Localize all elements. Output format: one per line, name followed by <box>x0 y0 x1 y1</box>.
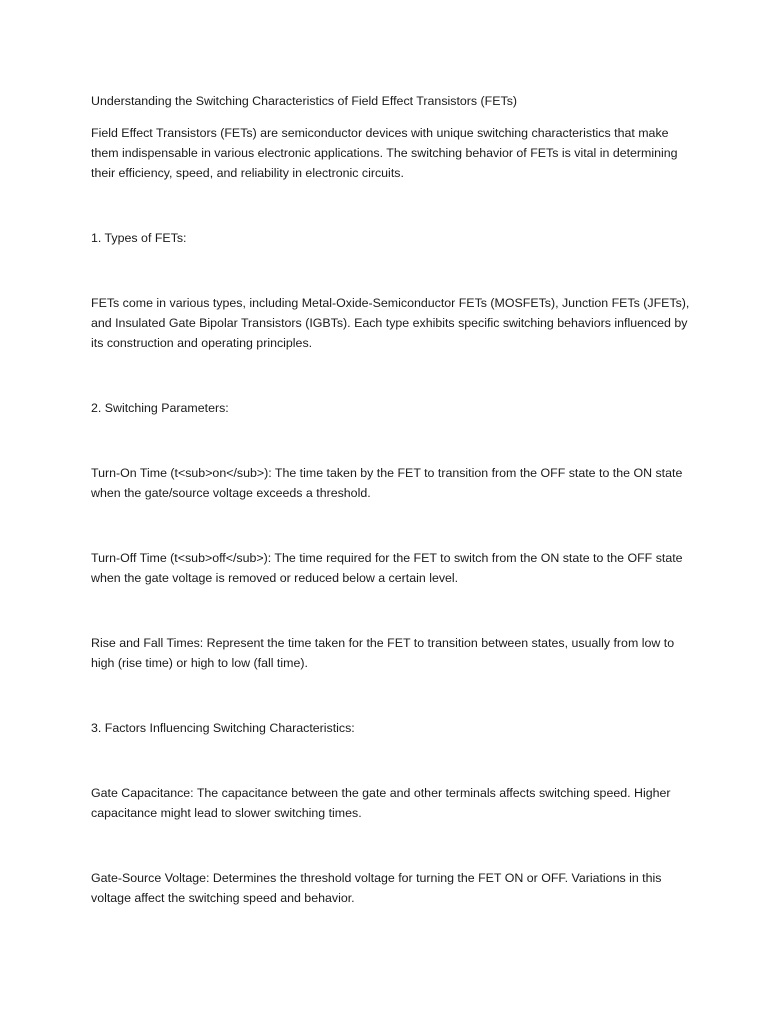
rise-fall-times-paragraph: Rise and Fall Times: Represent the time taken for the FET to transition between states, usually from low to high (rise time) or high to low (fall time). <box>91 636 675 670</box>
turn-off-time-paragraph: Turn-Off Time (t<sub>off</sub>): The time required for the FET to switch from the ON state to the OFF state when the gate voltage is removed or reduced below a certain level. <box>91 551 683 585</box>
section-1-heading: 1. Types of FETs: <box>91 231 187 245</box>
turn-on-time-paragraph: Turn-On Time (t<sub>on</sub>): The time taken by the FET to transition from the OFF state to the ON state when the gate/source voltage exceeds a threshold. <box>91 466 683 500</box>
section-2-heading: 2. Switching Parameters: <box>91 401 229 415</box>
section-1-paragraph: FETs come in various types, including Metal-Oxide-Semiconductor FETs (MOSFETs), Junction FETs (JFETs), and Insulated Gate Bipolar Transistors (IGBTs). Each type exhibits specific switching behaviors influenced by its construction and operating principles. <box>91 296 690 350</box>
document-body <box>91 91 691 908</box>
gate-source-voltage-paragraph: Gate-Source Voltage: Determines the threshold voltage for turning the FET ON or OFF. Variations in this voltage affect the switching speed and behavior. <box>91 871 662 905</box>
gate-capacitance-paragraph: Gate Capacitance: The capacitance between the gate and other terminals affects switching speed. Higher capacitance might lead to slower switching times. <box>91 786 671 820</box>
document-title: Understanding the Switching Characteristics of Field Effect Transistors (FETs) <box>91 94 518 108</box>
intro-paragraph: Field Effect Transistors (FETs) are semiconductor devices with unique switching characteristics that make them indispensable in various electronic applications. The switching behavior of FETs is vital in determining their efficiency, speed, and reliability in electronic circuits. <box>91 126 678 180</box>
section-3-heading: 3. Factors Influencing Switching Characteristics: <box>91 721 355 735</box>
